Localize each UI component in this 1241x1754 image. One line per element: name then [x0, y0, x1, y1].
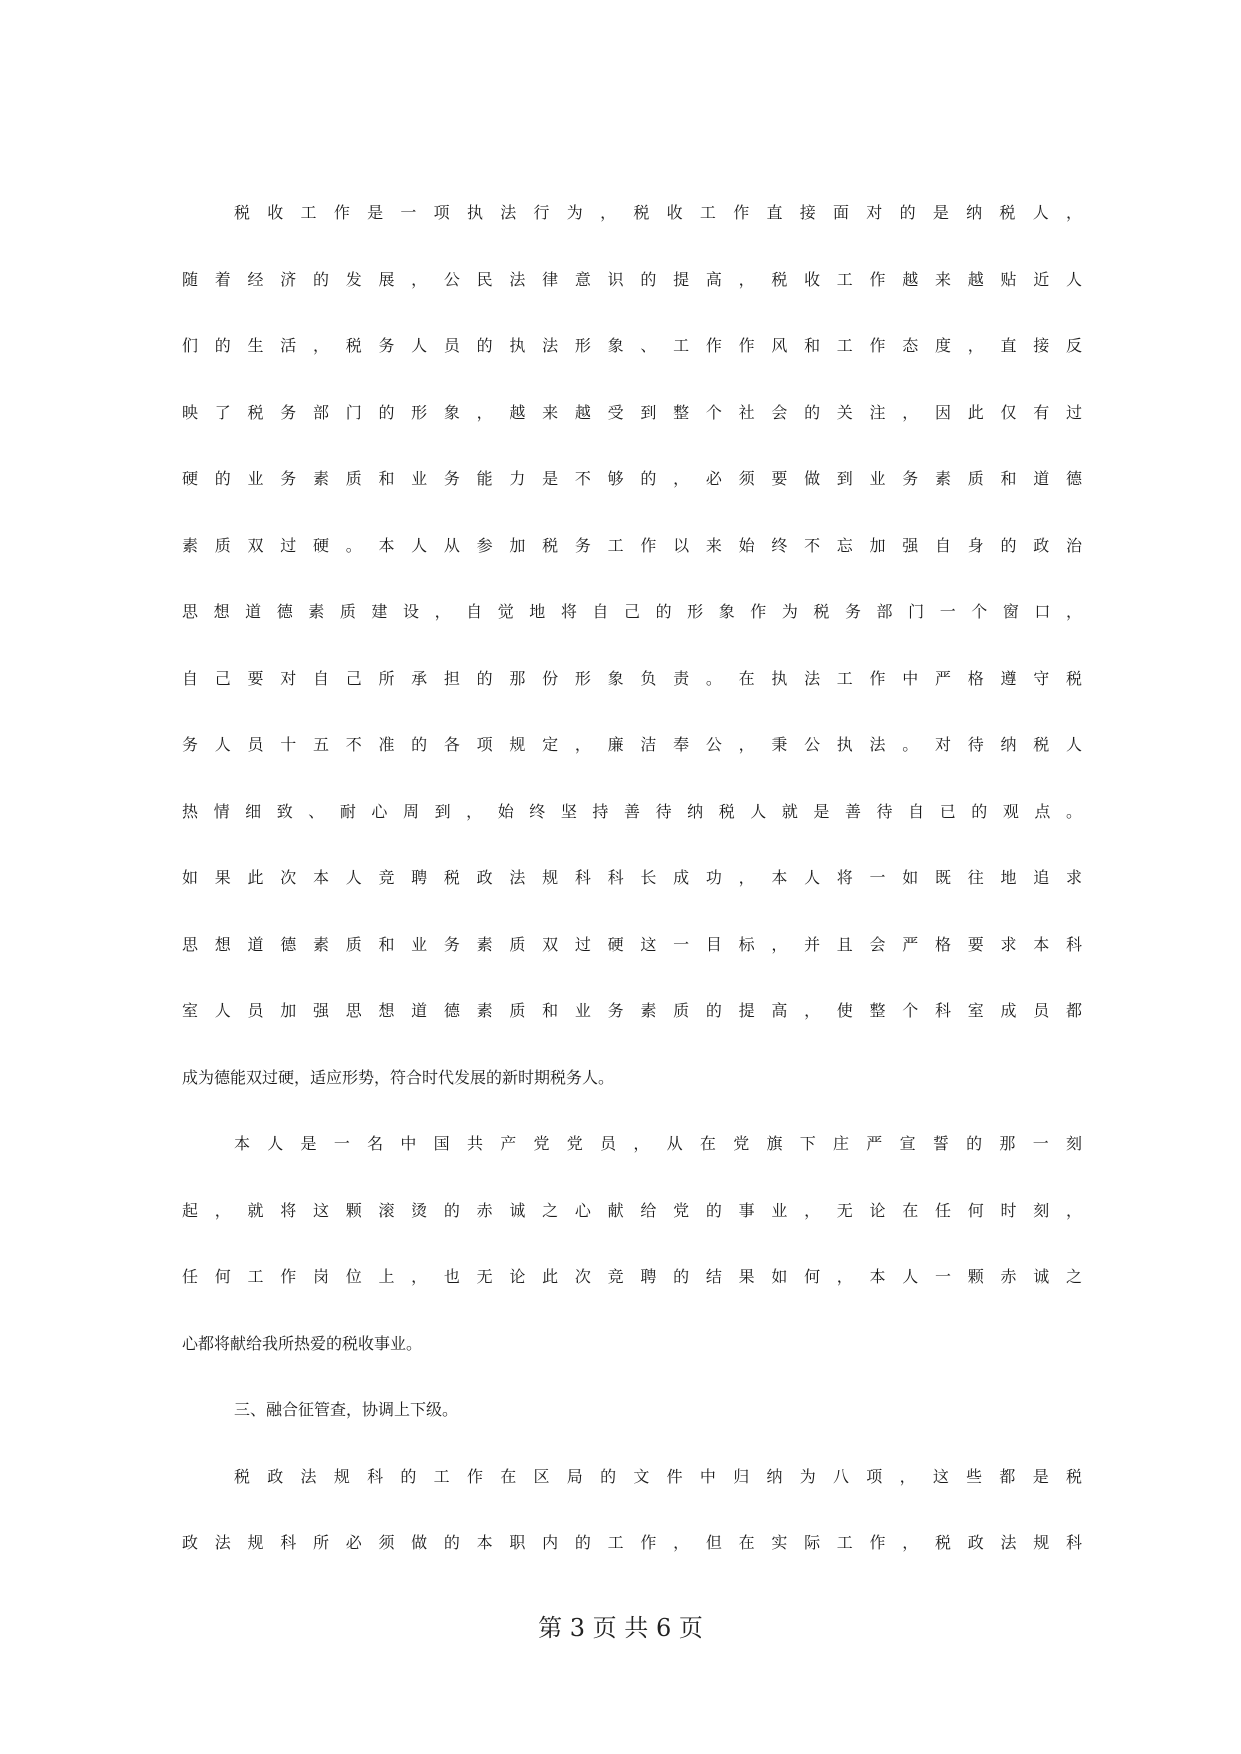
- text-line: 思想道德素质和业务素质双过硬这一目标，并且会严格要求本科: [182, 934, 1082, 954]
- text-line: 素质双过硬。本人从参加税务工作以来始终不忘加强自身的政治: [182, 535, 1082, 555]
- text-line: 思想道德素质建设，自觉地将自己的形象作为税务部门一个窗口，: [182, 602, 1082, 621]
- paragraph-2: [182, 1131, 1082, 1397]
- text-line: 自己要对自己所承担的那份形象负责。在执法工作中严格遵守税: [182, 668, 1082, 688]
- body-text: [182, 200, 1082, 1597]
- text-line: 任何工作岗位上，也无论此次竞聘的结果如何，本人一颗赤诚之: [182, 1267, 1082, 1286]
- text-line: 硬的业务素质和业务能力是不够的，必须要做到业务素质和道德: [182, 469, 1082, 488]
- text-line: 本人是一名中国共产党党员，从在党旗下庄严宣誓的那一刻: [234, 1134, 1082, 1153]
- text-line: 三、融合征管查，协调上下级。: [234, 1400, 459, 1419]
- text-line: 映了税务部门的形象，越来越受到整个社会的关注，因此仅有过: [182, 402, 1082, 422]
- paragraph-4: [182, 1464, 1082, 1597]
- text-line: 室人员加强思想道德素质和业务素质的提高，使整个科室成员都: [182, 1001, 1082, 1020]
- text-line: 成为德能双过硬，适应形势，符合时代发展的新时期税务人。: [182, 1067, 615, 1087]
- text-line: 税收工作是一项执法行为，税收工作直接面对的是纳税人，: [234, 203, 1082, 222]
- text-line: 如果此次本人竞聘税政法规科科长成功，本人将一如既往地追求: [182, 868, 1082, 887]
- text-line: 随着经济的发展，公民法律意识的提高，税收工作越来越贴近人: [182, 269, 1082, 289]
- text-line: 务人员十五不准的各项规定，廉洁奉公，秉公执法。对待纳税人: [182, 735, 1082, 754]
- paragraph-1: [182, 200, 1082, 1131]
- text-line: 热情细致、耐心周到，始终坚持善待纳税人就是善待自已的观点。: [182, 801, 1082, 821]
- text-line: 心都将献给我所热爱的税收事业。: [182, 1333, 423, 1353]
- text-line: 们的生活，税务人员的执法形象、工作作风和工作态度，直接反: [182, 336, 1082, 355]
- text-line: 政法规科所必须做的本职内的工作，但在实际工作，税政法规科: [182, 1533, 1082, 1552]
- page-footer: 第 3 页 共 6 页: [538, 1614, 703, 1642]
- section-heading: [182, 1397, 1082, 1464]
- text-line: 税政法规科的工作在区局的文件中归纳为八项，这些都是税: [234, 1466, 1082, 1486]
- text-line: 起，就将这颗滚烫的赤诚之心献给党的事业，无论在任何时刻，: [182, 1200, 1082, 1220]
